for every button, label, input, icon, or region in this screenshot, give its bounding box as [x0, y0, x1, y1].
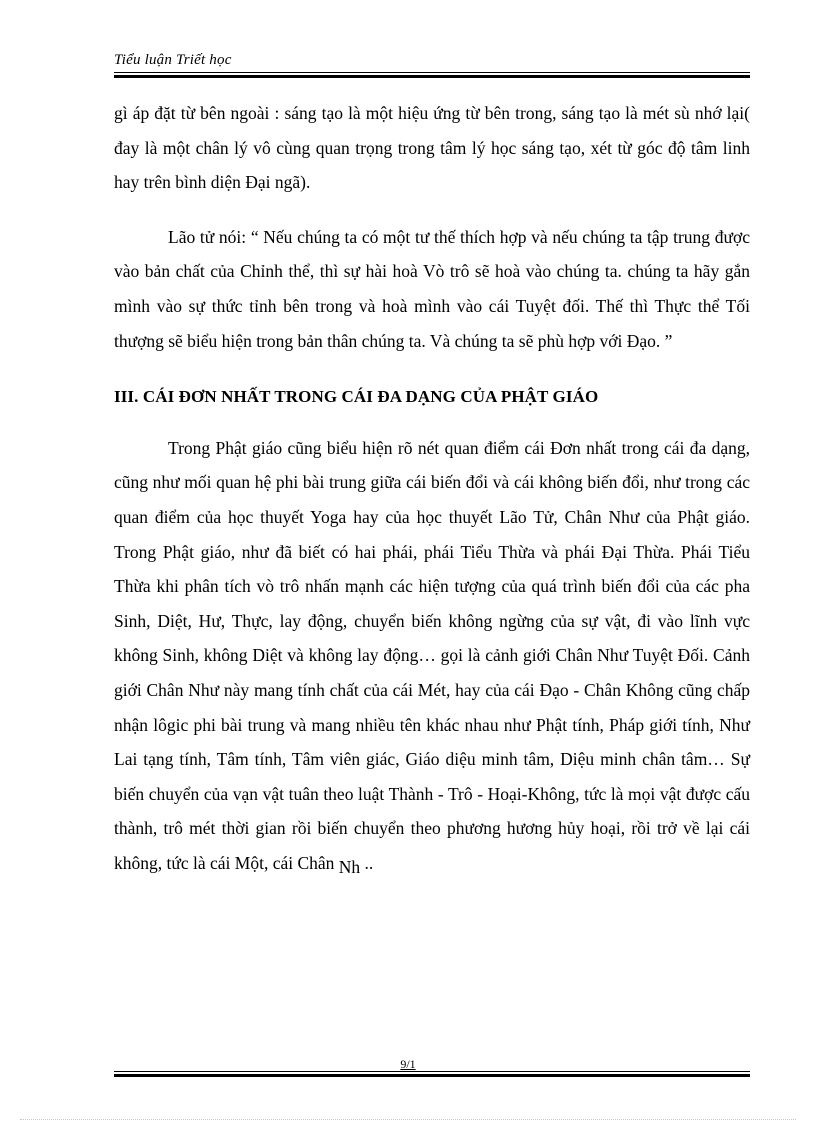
paragraph-2: Lão tử nói: “ Nếu chúng ta có một tư thế thích hợp và nếu chúng ta tập trung được vào bản chất của Chỉnh thể, thì sự hài hoà Vò trô sẽ hoà vào chúng ta. chúng ta hãy gắn mình vào sự thức tỉnh bên trong và hoà mình vào cái Tuyệt đối. Thế thì Thực thể Tối thượng sẽ biểu hiện trong bản thân chúng ta. Và chúng ta sẽ phù hợp với Đạo. ” [114, 226, 750, 351]
page-number [0, 1057, 816, 1071]
footer-rule-thick [114, 1074, 750, 1077]
paragraph-3-trailing-fragment: Nh [338, 856, 361, 877]
footer-rule-thin [114, 1071, 750, 1072]
header-rule-thick [114, 75, 750, 78]
document-body [114, 96, 750, 880]
paragraph-3 [114, 431, 750, 881]
paragraph-3-text: Trong Phật giáo cũng biểu hiện rõ nét quan điểm cái Đơn nhất trong cái đa dạng, cũng như mối quan hệ phi bài trung giữa cái biến đổi và cái không biến đổi, như trong các quan điểm của học thuyết Yoga hay của học thuyết Lão Tử, Chân Như của Phật giáo. Trong Phật giáo, như đã biết có hai phái, phái Tiểu Thừa và phái Đại Thừa. Phái Tiểu Thừa khi phân tích vò trô nhấn mạnh các hiện tượng của quá trình biến đổi của các pha Sinh, Diệt, Hư, Thực, lay động, chuyển biến không ngừng của sự vật, đi vào lĩnh vực không Sinh, không Diệt và không lay động… gọi là cảnh giới Chân Như Tuyệt Đối. Cảnh giới Chân Như này mang tính chất của cái Mét, hay của cái Đạo - Chân Không cũng chấp nhận lôgic phi bài trung và mang nhiều tên khác nhau như Phật tính, Pháp giới tính, Như Lai tạng tính, Tâm tính, Tâm viên giác, Giáo diệu minh tâm, Diệu minh chân tâm… Sự biến chuyển của vạn vật tuân theo luật Thành - Trô - Hoại-Không, tức là mọi vật được cấu thành, trô mét thời gian rồi biến chuyển theo phương hương hủy hoại, rồi trở về lại cái không, tức là cái Một, cái Chân [114, 437, 750, 873]
page-edge-dotted-line [20, 1119, 796, 1120]
section-heading: III. CÁI ĐƠN NHẤT TRONG CÁI ĐA DẠNG CỦA PHẬT GIÁO [114, 387, 599, 407]
paragraph-3-ellipsis: .. [360, 852, 374, 873]
running-header-title: Tiểu luận Triết học [114, 52, 232, 68]
header-rule-thin [114, 72, 750, 73]
paragraph-1: gì áp đặt từ bên ngoài : sáng tạo là một hiệu ứng từ bên trong, sáng tạo là mét sù nhớ lại( đay là một chân lý vô cùng quan trọng trong tâm lý học sáng tạo, xét từ góc độ tâm linh hay trên bình diện Đại ngã). [114, 103, 750, 193]
page-number-text: 9/1 [400, 1057, 416, 1071]
